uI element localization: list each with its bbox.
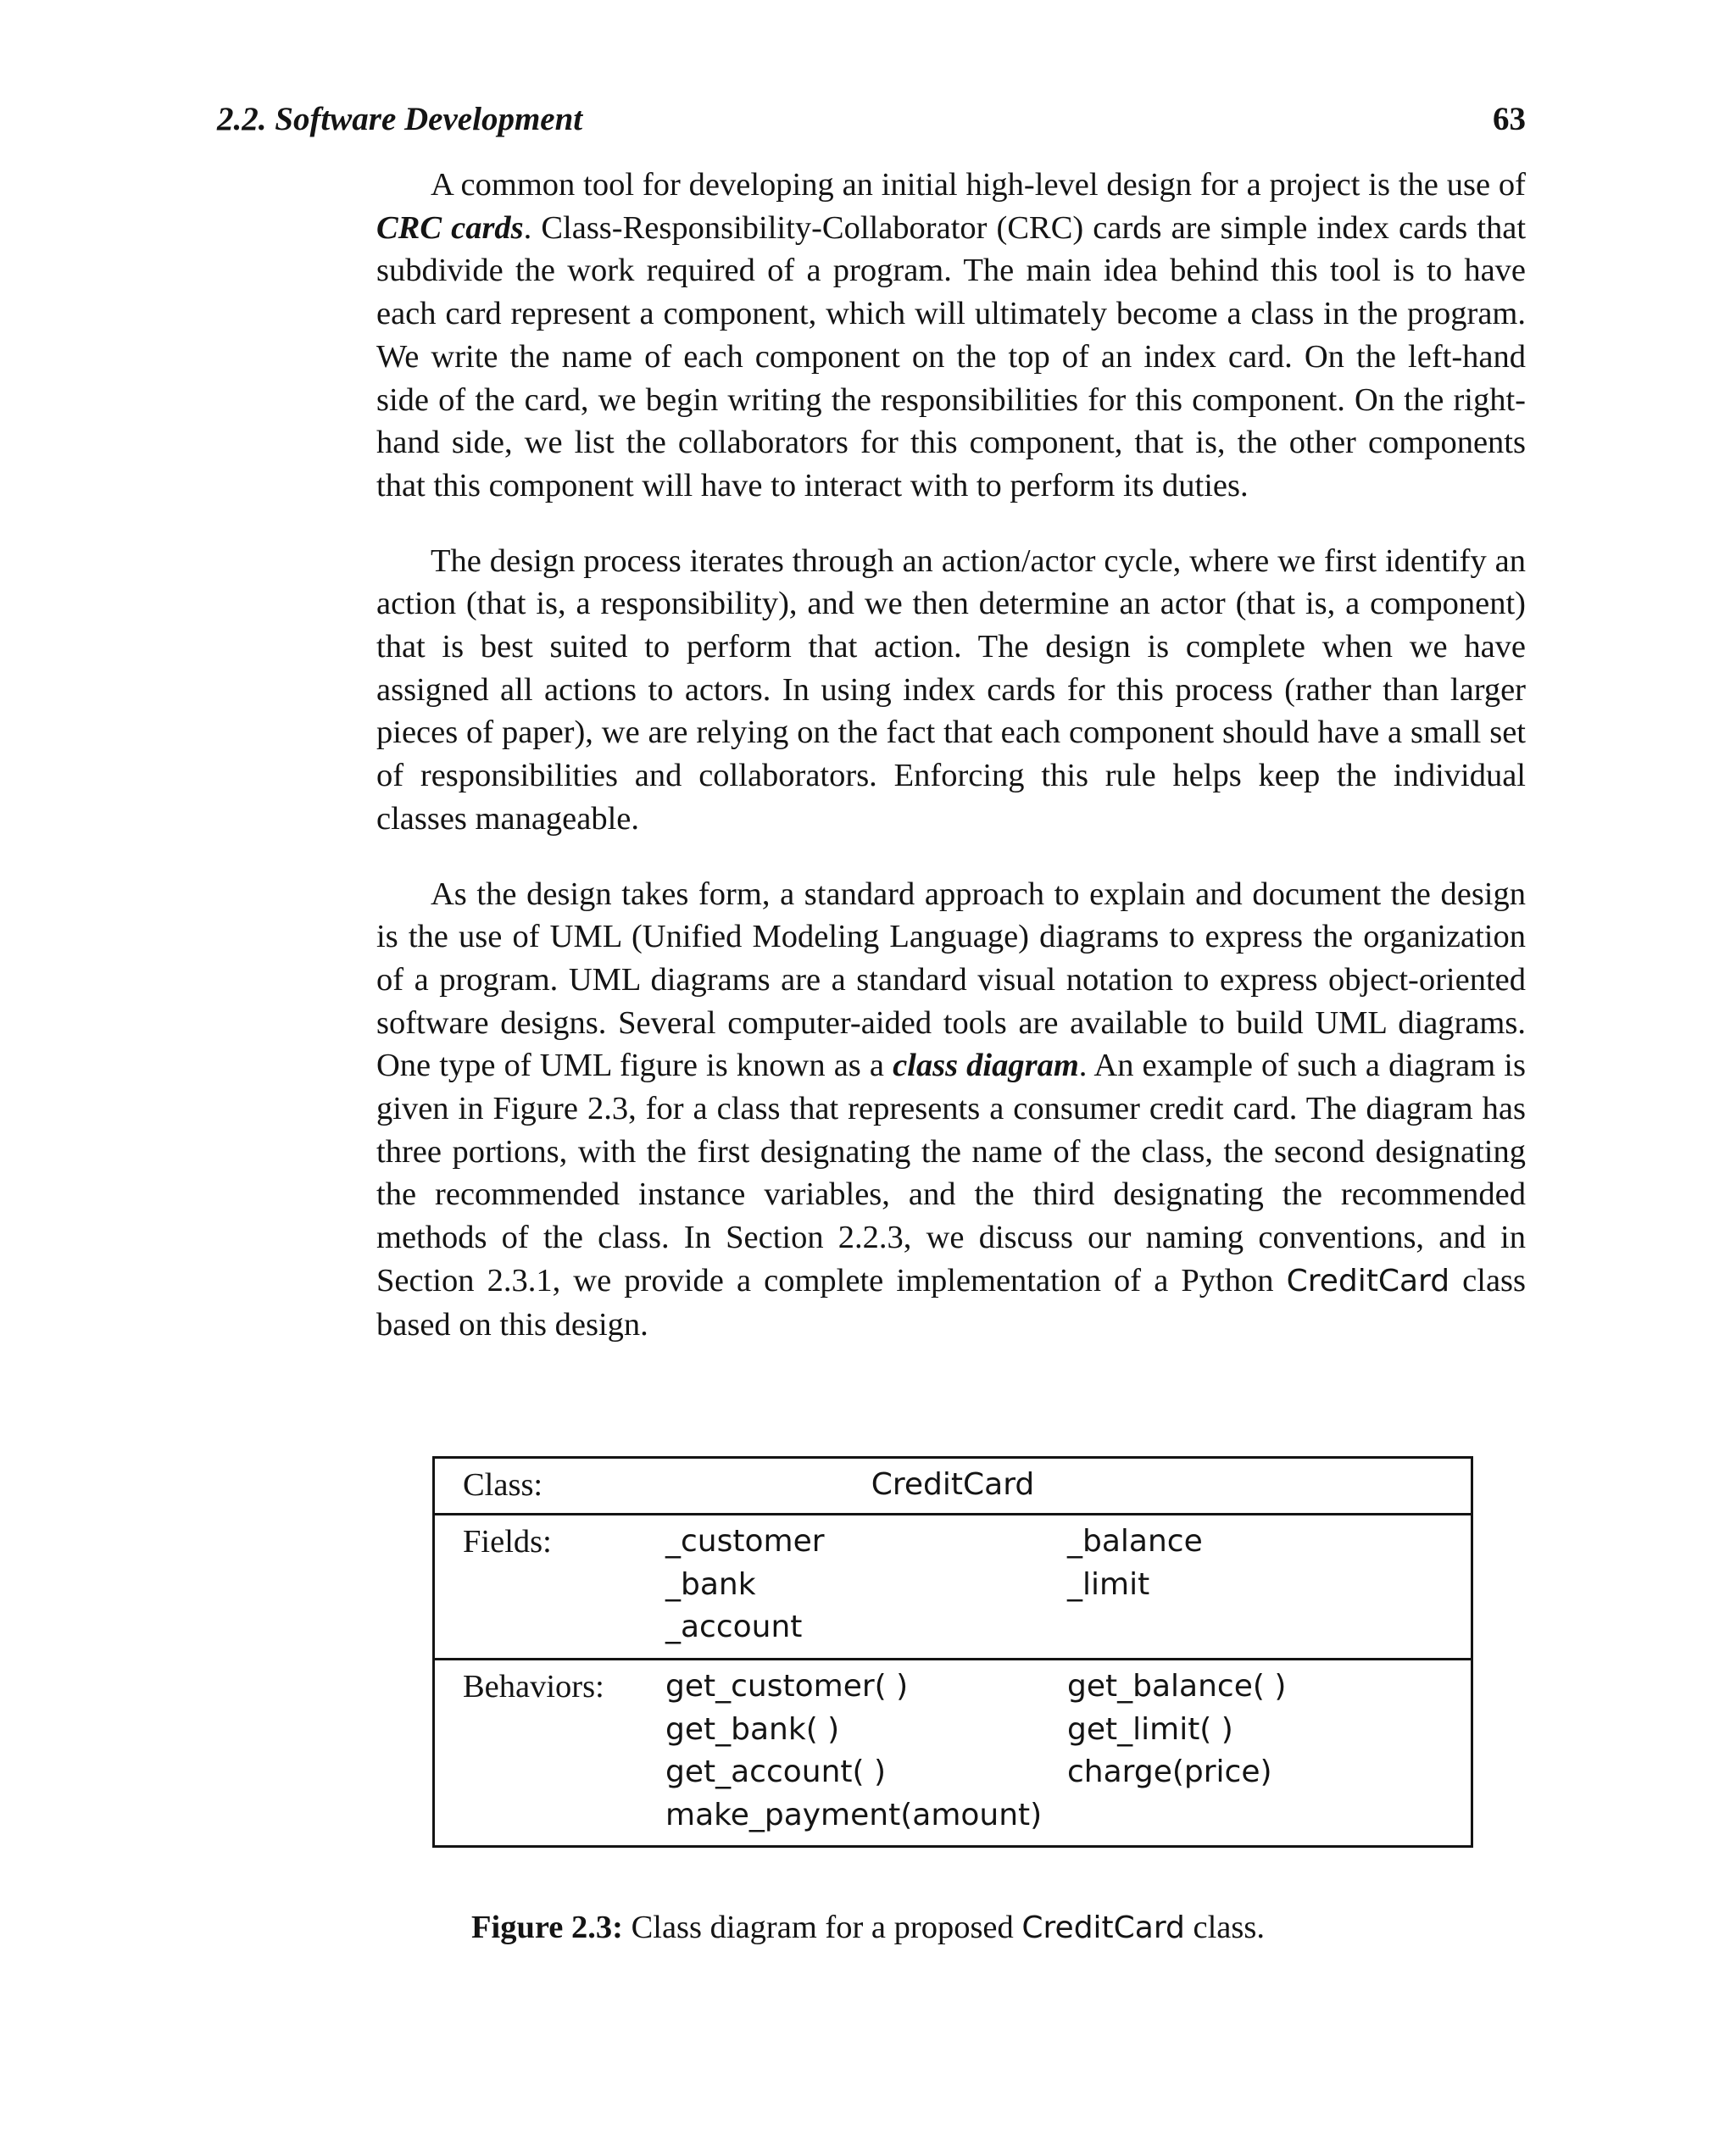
paragraph-uml <box>376 873 1526 1347</box>
behavior-item: make_payment(amount) <box>665 1798 1043 1833</box>
class-label: Class: <box>463 1467 543 1503</box>
page-number: 63 <box>1493 101 1526 137</box>
paragraph-text: The design process iterates through an action/actor cycle, where we first identify an action (that is, a responsibility), and we then determine an actor (that is, a component) that is best suited to perform that action. The design is complete when we have assigned all actions to actors. In using index cards for this process (rather than larger pieces of paper), we are relying on the fact that each component should have a small set of responsibilities and collaborators. Enforcing this rule helps keep the individual classes manageable. <box>376 542 1526 837</box>
fields-column-1 <box>665 1521 825 1649</box>
caption-text: Class diagram for a proposed <box>622 1910 1022 1945</box>
fields-label: Fields: <box>463 1524 552 1560</box>
class-section <box>435 1459 1471 1513</box>
behavior-item: get_bank( ) <box>665 1711 840 1747</box>
running-header <box>217 96 1526 143</box>
behavior-item: get_customer( ) <box>665 1669 909 1704</box>
behavior-item: get_balance( ) <box>1067 1669 1287 1704</box>
behaviors-label: Behaviors: <box>463 1669 604 1704</box>
paragraph-text: . Class-Responsibility-Collaborator (CRC) cards are simple index cards that subdivide the work required of a program. The main idea behind this tool is to have each card represent a component, which will ultimately become a class in the program. We write the name of each component on the top of an index card. On the left-hand side of the card, we begin writing the responsibilities for this component. On the right-hand side, we list the collaborators for this component, that is, the other components that this component will have to interact with to perform its duties. <box>376 209 1527 503</box>
class-diagram <box>432 1456 1473 1848</box>
fields-column-2 <box>1067 1521 1203 1606</box>
caption-code: CreditCard <box>1021 1910 1185 1945</box>
paragraph-text: As the design takes form, a standard approach to explain and document the design is the use of UML (Unified Modeling Language) diagrams to express the organization of a program. UML diagrams are a standard visual notation to express object-oriented software designs. Several computer-aided tools are available to build UML diagrams. One type of UML figure is known as a <box>376 876 1526 1084</box>
caption-text: class. <box>1184 1910 1265 1945</box>
behavior-item: get_account( ) <box>665 1755 887 1790</box>
section-title: 2.2. Software Development <box>217 101 583 137</box>
field-item: _balance <box>1067 1524 1203 1559</box>
behavior-item: get_limit( ) <box>1067 1711 1233 1747</box>
class-name: CreditCard <box>871 1467 1035 1502</box>
paragraph-text: class based on this design. <box>376 1262 1527 1343</box>
field-item: _limit <box>1067 1566 1150 1602</box>
behaviors-section <box>435 1658 1471 1845</box>
paragraph-text: A common tool for developing an initial high-level design for a project is the use of <box>431 167 1526 203</box>
paragraph-design-process <box>376 540 1526 841</box>
term-crc-cards: CRC cards <box>376 209 524 246</box>
caption-label: Figure 2.3: <box>471 1910 623 1945</box>
term-class-diagram: class diagram <box>893 1048 1079 1084</box>
code-creditcard: CreditCard <box>1286 1263 1450 1299</box>
behavior-item: charge(price) <box>1067 1755 1272 1790</box>
field-item: _customer <box>665 1524 825 1559</box>
paragraph-crc-cards <box>376 164 1526 508</box>
paragraph-text: . An example of such a diagram is given in Figure 2.3, for a class that represents a consumer credit card. The diagram has three portions, with the first designating the name of the class, the second designating the recommended instance variables, and the third designating the recommended methods of the class. In Section 2.2.3, we discuss our naming conventions, and in Section 2.3.1, we provide a complete implementation of a Python <box>376 1048 1526 1299</box>
body-text <box>376 164 1526 1378</box>
field-item: _bank <box>665 1566 756 1602</box>
behaviors-column-2 <box>1067 1666 1286 1794</box>
fields-section <box>435 1513 1471 1658</box>
behaviors-column-1 <box>665 1666 1042 1838</box>
figure-caption <box>0 1904 1736 1952</box>
field-item: _account <box>665 1610 803 1645</box>
